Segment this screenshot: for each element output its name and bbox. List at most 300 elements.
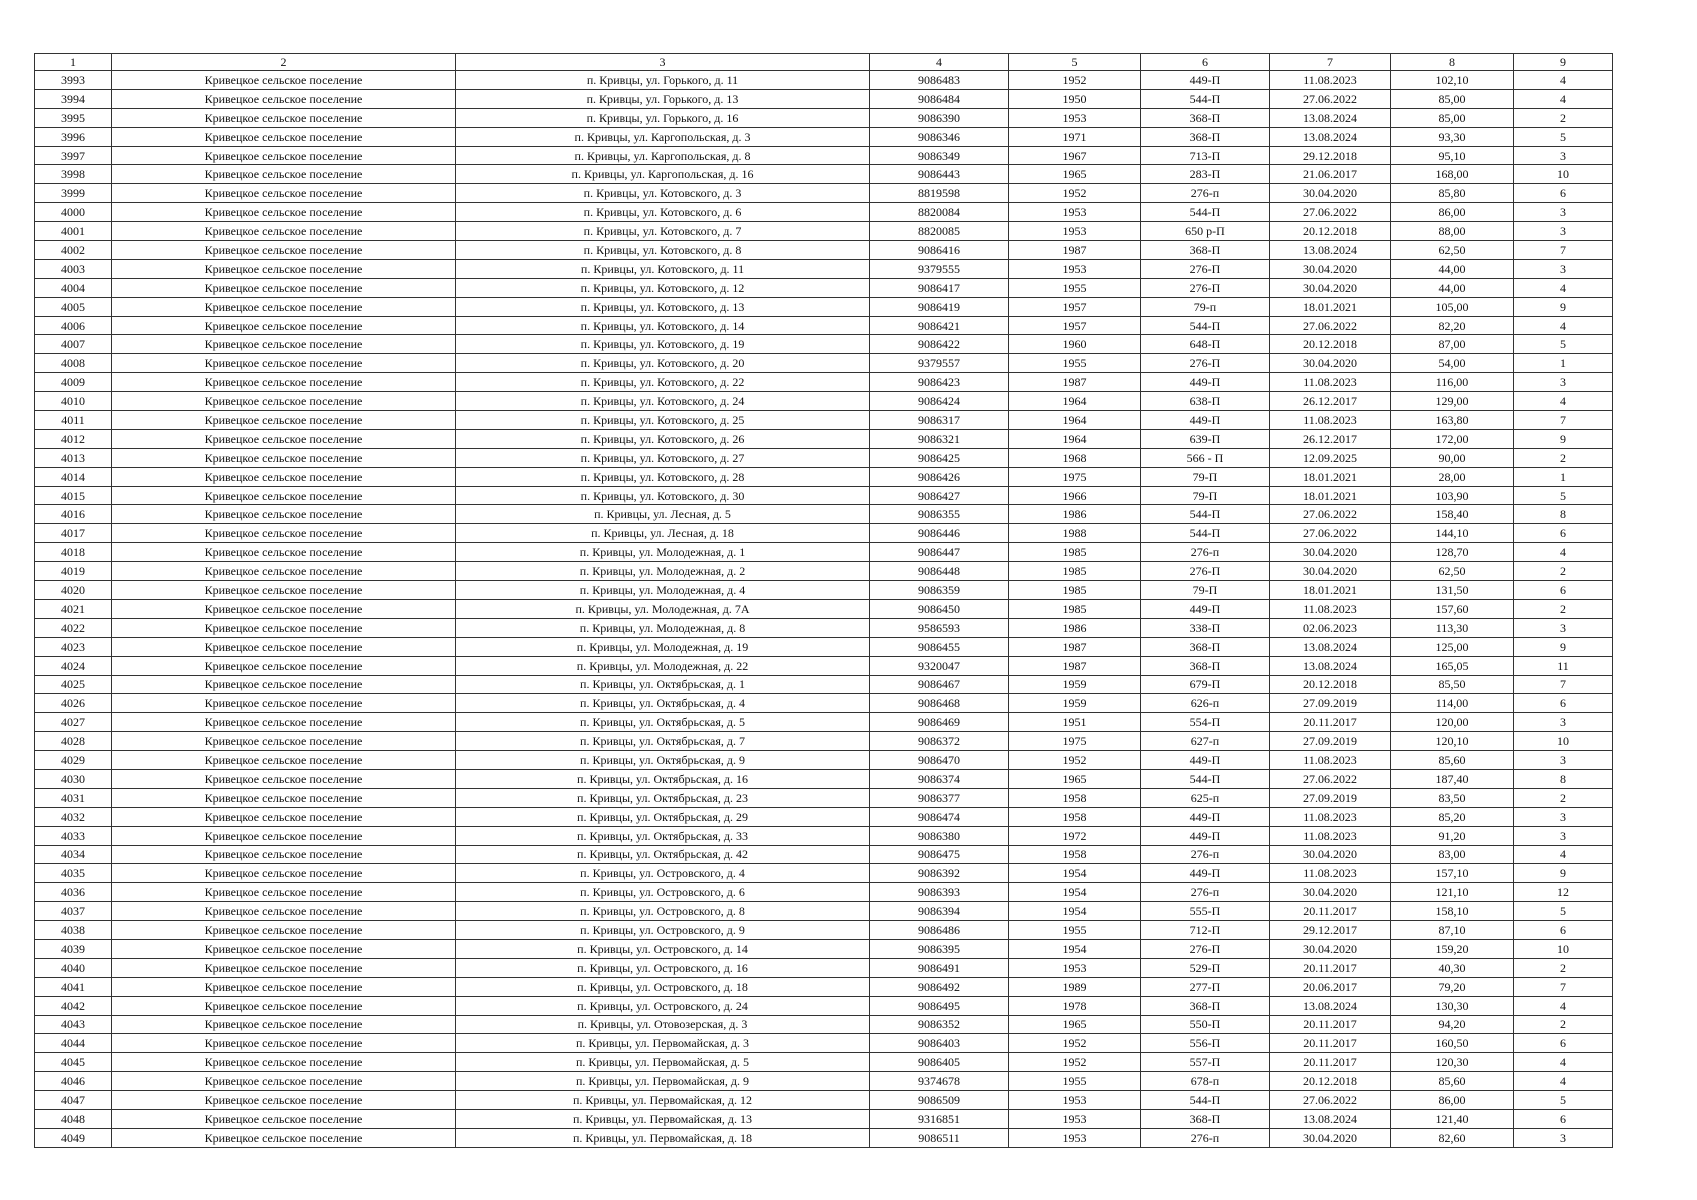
address-cell: п. Кривцы, ул. Молодежная, д. 8	[456, 618, 870, 637]
cadastral-id-cell: 9086346	[870, 127, 1009, 146]
decree-number-cell: 79-П	[1141, 467, 1270, 486]
row-number-cell: 3999	[35, 184, 112, 203]
table-row	[35, 732, 1613, 751]
row-number-cell: 4027	[35, 713, 112, 732]
settlement-cell: Кривецкое сельское поселение	[112, 599, 456, 618]
decree-number-cell: 544-П	[1141, 505, 1270, 524]
year-built-cell: 1953	[1009, 1109, 1141, 1128]
address-cell: п. Кривцы, ул. Октябрьская, д. 1	[456, 675, 870, 694]
decree-date-cell: 13.08.2024	[1270, 127, 1391, 146]
row-number-cell: 3997	[35, 146, 112, 165]
table-row	[35, 278, 1613, 297]
cadastral-id-cell: 8820085	[870, 222, 1009, 241]
year-built-cell: 1955	[1009, 278, 1141, 297]
address-cell: п. Кривцы, ул. Котовского, д. 19	[456, 335, 870, 354]
decree-date-cell: 18.01.2021	[1270, 581, 1391, 600]
cadastral-id-cell: 9086448	[870, 562, 1009, 581]
address-cell: п. Кривцы, ул. Октябрьская, д. 4	[456, 694, 870, 713]
cadastral-id-cell: 9086486	[870, 921, 1009, 940]
decree-number-cell: 276-П	[1141, 939, 1270, 958]
area-cell: 85,50	[1391, 675, 1514, 694]
count-cell: 4	[1514, 316, 1613, 335]
decree-number-cell: 713-П	[1141, 146, 1270, 165]
area-cell: 85,00	[1391, 108, 1514, 127]
row-number-cell: 4014	[35, 467, 112, 486]
area-cell: 87,00	[1391, 335, 1514, 354]
settlement-cell: Кривецкое сельское поселение	[112, 89, 456, 108]
settlement-cell: Кривецкое сельское поселение	[112, 845, 456, 864]
row-number-cell: 4042	[35, 996, 112, 1015]
year-built-cell: 1975	[1009, 467, 1141, 486]
decree-date-cell: 18.01.2021	[1270, 297, 1391, 316]
decree-date-cell: 30.04.2020	[1270, 939, 1391, 958]
decree-date-cell: 11.08.2023	[1270, 71, 1391, 90]
cadastral-id-cell: 9086419	[870, 297, 1009, 316]
area-cell: 163,80	[1391, 411, 1514, 430]
cadastral-id-cell: 9086447	[870, 543, 1009, 562]
cadastral-id-cell: 9316851	[870, 1109, 1009, 1128]
settlement-cell: Кривецкое сельское поселение	[112, 939, 456, 958]
area-cell: 157,10	[1391, 864, 1514, 883]
settlement-cell: Кривецкое сельское поселение	[112, 864, 456, 883]
decree-number-cell: 449-П	[1141, 751, 1270, 770]
decree-date-cell: 30.04.2020	[1270, 354, 1391, 373]
decree-number-cell: 544-П	[1141, 89, 1270, 108]
row-number-cell: 4008	[35, 354, 112, 373]
address-cell: п. Кривцы, ул. Островского, д. 8	[456, 902, 870, 921]
decree-number-cell: 449-П	[1141, 807, 1270, 826]
decree-number-cell: 626-п	[1141, 694, 1270, 713]
area-cell: 158,40	[1391, 505, 1514, 524]
count-cell: 7	[1514, 675, 1613, 694]
address-cell: п. Кривцы, ул. Молодежная, д. 19	[456, 637, 870, 656]
table-row	[35, 713, 1613, 732]
row-number-cell: 4013	[35, 448, 112, 467]
year-built-cell: 1953	[1009, 1091, 1141, 1110]
row-number-cell: 4037	[35, 902, 112, 921]
address-cell: п. Кривцы, ул. Котовского, д. 8	[456, 241, 870, 260]
count-cell: 1	[1514, 354, 1613, 373]
settlement-cell: Кривецкое сельское поселение	[112, 732, 456, 751]
address-cell: п. Кривцы, ул. Октябрьская, д. 23	[456, 788, 870, 807]
settlement-cell: Кривецкое сельское поселение	[112, 618, 456, 637]
table-row	[35, 259, 1613, 278]
year-built-cell: 1985	[1009, 599, 1141, 618]
area-cell: 121,10	[1391, 883, 1514, 902]
year-built-cell: 1958	[1009, 788, 1141, 807]
count-cell: 4	[1514, 543, 1613, 562]
row-number-cell: 4010	[35, 392, 112, 411]
year-built-cell: 1957	[1009, 316, 1141, 335]
row-number-cell: 4047	[35, 1091, 112, 1110]
year-built-cell: 1950	[1009, 89, 1141, 108]
decree-number-cell: 712-П	[1141, 921, 1270, 940]
cadastral-id-cell: 8819598	[870, 184, 1009, 203]
year-built-cell: 1960	[1009, 335, 1141, 354]
decree-date-cell: 11.08.2023	[1270, 599, 1391, 618]
area-cell: 93,30	[1391, 127, 1514, 146]
year-built-cell: 1964	[1009, 392, 1141, 411]
cadastral-id-cell: 9086403	[870, 1034, 1009, 1053]
count-cell: 4	[1514, 89, 1613, 108]
count-cell: 4	[1514, 1053, 1613, 1072]
decree-number-cell: 276-п	[1141, 845, 1270, 864]
decree-number-cell: 368-П	[1141, 637, 1270, 656]
area-cell: 131,50	[1391, 581, 1514, 600]
cadastral-id-cell: 9086469	[870, 713, 1009, 732]
settlement-cell: Кривецкое сельское поселение	[112, 259, 456, 278]
decree-date-cell: 18.01.2021	[1270, 467, 1391, 486]
count-cell: 3	[1514, 807, 1613, 826]
decree-number-cell: 79-П	[1141, 581, 1270, 600]
cadastral-id-cell: 8820084	[870, 203, 1009, 222]
decree-date-cell: 30.04.2020	[1270, 543, 1391, 562]
cadastral-id-cell: 9086390	[870, 108, 1009, 127]
settlement-cell: Кривецкое сельское поселение	[112, 977, 456, 996]
decree-number-cell: 79-п	[1141, 297, 1270, 316]
address-cell: п. Кривцы, ул. Островского, д. 14	[456, 939, 870, 958]
address-cell: п. Кривцы, ул. Лесная, д. 18	[456, 524, 870, 543]
decree-number-cell: 368-П	[1141, 656, 1270, 675]
table-row	[35, 335, 1613, 354]
address-cell: п. Кривцы, ул. Молодежная, д. 2	[456, 562, 870, 581]
decree-date-cell: 27.06.2022	[1270, 89, 1391, 108]
row-number-cell: 4034	[35, 845, 112, 864]
year-built-cell: 1955	[1009, 1072, 1141, 1091]
area-cell: 85,60	[1391, 1072, 1514, 1091]
row-number-cell: 4025	[35, 675, 112, 694]
decree-number-cell: 276-п	[1141, 184, 1270, 203]
settlement-cell: Кривецкое сельское поселение	[112, 562, 456, 581]
area-cell: 102,10	[1391, 71, 1514, 90]
table-row	[35, 599, 1613, 618]
count-cell: 7	[1514, 241, 1613, 260]
count-cell: 3	[1514, 618, 1613, 637]
column-header: 9	[1514, 54, 1613, 71]
table-row	[35, 1128, 1613, 1147]
decree-date-cell: 27.06.2022	[1270, 316, 1391, 335]
column-header: 2	[112, 54, 456, 71]
address-cell: п. Кривцы, ул. Котовского, д. 11	[456, 259, 870, 278]
count-cell: 6	[1514, 524, 1613, 543]
count-cell: 9	[1514, 429, 1613, 448]
address-cell: п. Кривцы, ул. Лесная, д. 5	[456, 505, 870, 524]
table-row	[35, 883, 1613, 902]
decree-number-cell: 554-П	[1141, 713, 1270, 732]
settlement-cell: Кривецкое сельское поселение	[112, 826, 456, 845]
decree-date-cell: 20.11.2017	[1270, 958, 1391, 977]
table-row	[35, 656, 1613, 675]
address-cell: п. Кривцы, ул. Октябрьская, д. 33	[456, 826, 870, 845]
year-built-cell: 1958	[1009, 807, 1141, 826]
table-row	[35, 1109, 1613, 1128]
count-cell: 4	[1514, 996, 1613, 1015]
area-cell: 172,00	[1391, 429, 1514, 448]
settlement-cell: Кривецкое сельское поселение	[112, 902, 456, 921]
cadastral-id-cell: 9086475	[870, 845, 1009, 864]
address-cell: п. Кривцы, ул. Горького, д. 13	[456, 89, 870, 108]
decree-date-cell: 20.11.2017	[1270, 1053, 1391, 1072]
decree-number-cell: 544-П	[1141, 769, 1270, 788]
count-cell: 2	[1514, 1015, 1613, 1034]
address-cell: п. Кривцы, ул. Первомайская, д. 3	[456, 1034, 870, 1053]
area-cell: 28,00	[1391, 467, 1514, 486]
address-cell: п. Кривцы, ул. Первомайская, д. 12	[456, 1091, 870, 1110]
decree-date-cell: 30.04.2020	[1270, 184, 1391, 203]
settlement-cell: Кривецкое сельское поселение	[112, 751, 456, 770]
table-row	[35, 902, 1613, 921]
settlement-cell: Кривецкое сельское поселение	[112, 713, 456, 732]
cadastral-id-cell: 9086405	[870, 1053, 1009, 1072]
address-cell: п. Кривцы, ул. Котовского, д. 20	[456, 354, 870, 373]
decree-number-cell: 277-П	[1141, 977, 1270, 996]
address-cell: п. Кривцы, ул. Котовского, д. 3	[456, 184, 870, 203]
cadastral-id-cell: 9086511	[870, 1128, 1009, 1147]
row-number-cell: 4000	[35, 203, 112, 222]
table-row	[35, 486, 1613, 505]
cadastral-id-cell: 9086380	[870, 826, 1009, 845]
table-row	[35, 864, 1613, 883]
count-cell: 10	[1514, 165, 1613, 184]
table-row	[35, 127, 1613, 146]
address-cell: п. Кривцы, ул. Котовского, д. 24	[456, 392, 870, 411]
address-cell: п. Кривцы, ул. Котовского, д. 28	[456, 467, 870, 486]
area-cell: 144,10	[1391, 524, 1514, 543]
address-cell: п. Кривцы, ул. Котовского, д. 13	[456, 297, 870, 316]
settlement-cell: Кривецкое сельское поселение	[112, 524, 456, 543]
address-cell: п. Кривцы, ул. Октябрьская, д. 7	[456, 732, 870, 751]
table-row	[35, 977, 1613, 996]
year-built-cell: 1971	[1009, 127, 1141, 146]
count-cell: 6	[1514, 184, 1613, 203]
decree-date-cell: 13.08.2024	[1270, 637, 1391, 656]
row-number-cell: 4032	[35, 807, 112, 826]
settlement-cell: Кривецкое сельское поселение	[112, 373, 456, 392]
count-cell: 1	[1514, 467, 1613, 486]
year-built-cell: 1985	[1009, 543, 1141, 562]
row-number-cell: 4045	[35, 1053, 112, 1072]
table-row	[35, 826, 1613, 845]
table-row	[35, 1015, 1613, 1034]
cadastral-id-cell: 9379555	[870, 259, 1009, 278]
column-header: 4	[870, 54, 1009, 71]
cadastral-id-cell: 9379557	[870, 354, 1009, 373]
decree-date-cell: 30.04.2020	[1270, 259, 1391, 278]
row-number-cell: 4035	[35, 864, 112, 883]
row-number-cell: 4041	[35, 977, 112, 996]
decree-date-cell: 20.12.2018	[1270, 222, 1391, 241]
table-row	[35, 543, 1613, 562]
cadastral-id-cell: 9086349	[870, 146, 1009, 165]
year-built-cell: 1954	[1009, 939, 1141, 958]
count-cell: 5	[1514, 902, 1613, 921]
table-row	[35, 958, 1613, 977]
count-cell: 2	[1514, 958, 1613, 977]
area-cell: 120,10	[1391, 732, 1514, 751]
year-built-cell: 1957	[1009, 297, 1141, 316]
row-number-cell: 4033	[35, 826, 112, 845]
count-cell: 9	[1514, 637, 1613, 656]
row-number-cell: 4020	[35, 581, 112, 600]
table-row	[35, 637, 1613, 656]
decree-number-cell: 627-п	[1141, 732, 1270, 751]
settlement-cell: Кривецкое сельское поселение	[112, 165, 456, 184]
area-cell: 83,00	[1391, 845, 1514, 864]
table-row	[35, 165, 1613, 184]
decree-date-cell: 26.12.2017	[1270, 392, 1391, 411]
area-cell: 187,40	[1391, 769, 1514, 788]
address-cell: п. Кривцы, ул. Островского, д. 6	[456, 883, 870, 902]
table-row	[35, 788, 1613, 807]
area-cell: 44,00	[1391, 259, 1514, 278]
settlement-cell: Кривецкое сельское поселение	[112, 656, 456, 675]
cadastral-id-cell: 9086374	[870, 769, 1009, 788]
decree-number-cell: 368-П	[1141, 1109, 1270, 1128]
row-number-cell: 4022	[35, 618, 112, 637]
count-cell: 9	[1514, 864, 1613, 883]
year-built-cell: 1952	[1009, 71, 1141, 90]
settlement-cell: Кривецкое сельское поселение	[112, 505, 456, 524]
row-number-cell: 4016	[35, 505, 112, 524]
settlement-cell: Кривецкое сельское поселение	[112, 335, 456, 354]
count-cell: 8	[1514, 769, 1613, 788]
address-cell: п. Кривцы, ул. Молодежная, д. 7А	[456, 599, 870, 618]
cadastral-id-cell: 9086467	[870, 675, 1009, 694]
row-number-cell: 4028	[35, 732, 112, 751]
decree-date-cell: 27.06.2022	[1270, 769, 1391, 788]
address-cell: п. Кривцы, ул. Отовозерская, д. 3	[456, 1015, 870, 1034]
area-cell: 120,30	[1391, 1053, 1514, 1072]
decree-date-cell: 26.12.2017	[1270, 429, 1391, 448]
cadastral-id-cell: 9086446	[870, 524, 1009, 543]
table-row	[35, 921, 1613, 940]
cadastral-id-cell: 9086425	[870, 448, 1009, 467]
table-row	[35, 505, 1613, 524]
year-built-cell: 1986	[1009, 618, 1141, 637]
decree-date-cell: 20.12.2018	[1270, 675, 1391, 694]
cadastral-id-cell: 9086455	[870, 637, 1009, 656]
count-cell: 2	[1514, 788, 1613, 807]
row-number-cell: 3993	[35, 71, 112, 90]
table-row	[35, 71, 1613, 90]
row-number-cell: 4049	[35, 1128, 112, 1147]
table-row	[35, 316, 1613, 335]
year-built-cell: 1965	[1009, 1015, 1141, 1034]
settlement-cell: Кривецкое сельское поселение	[112, 486, 456, 505]
cadastral-id-cell: 9086352	[870, 1015, 1009, 1034]
area-cell: 83,50	[1391, 788, 1514, 807]
area-cell: 95,10	[1391, 146, 1514, 165]
decree-number-cell: 276-П	[1141, 562, 1270, 581]
count-cell: 2	[1514, 108, 1613, 127]
settlement-cell: Кривецкое сельское поселение	[112, 883, 456, 902]
area-cell: 40,30	[1391, 958, 1514, 977]
area-cell: 88,00	[1391, 222, 1514, 241]
decree-number-cell: 338-П	[1141, 618, 1270, 637]
year-built-cell: 1952	[1009, 751, 1141, 770]
decree-date-cell: 11.08.2023	[1270, 411, 1391, 430]
address-cell: п. Кривцы, ул. Октябрьская, д. 42	[456, 845, 870, 864]
column-header: 8	[1391, 54, 1514, 71]
table-row	[35, 675, 1613, 694]
decree-number-cell: 550-П	[1141, 1015, 1270, 1034]
area-cell: 157,60	[1391, 599, 1514, 618]
cadastral-id-cell: 9086424	[870, 392, 1009, 411]
address-cell: п. Кривцы, ул. Котовского, д. 7	[456, 222, 870, 241]
year-built-cell: 1964	[1009, 429, 1141, 448]
housing-registry-table	[34, 53, 1613, 1148]
table-row	[35, 184, 1613, 203]
decree-date-cell: 20.06.2017	[1270, 977, 1391, 996]
cadastral-id-cell: 9586593	[870, 618, 1009, 637]
table-row	[35, 354, 1613, 373]
settlement-cell: Кривецкое сельское поселение	[112, 203, 456, 222]
decree-date-cell: 11.08.2023	[1270, 864, 1391, 883]
cadastral-id-cell: 9086377	[870, 788, 1009, 807]
decree-date-cell: 02.06.2023	[1270, 618, 1391, 637]
year-built-cell: 1958	[1009, 845, 1141, 864]
count-cell: 5	[1514, 127, 1613, 146]
settlement-cell: Кривецкое сельское поселение	[112, 543, 456, 562]
year-built-cell: 1964	[1009, 411, 1141, 430]
area-cell: 94,20	[1391, 1015, 1514, 1034]
column-header: 5	[1009, 54, 1141, 71]
count-cell: 3	[1514, 146, 1613, 165]
settlement-cell: Кривецкое сельское поселение	[112, 1053, 456, 1072]
decree-date-cell: 11.08.2023	[1270, 826, 1391, 845]
table-row	[35, 996, 1613, 1015]
count-cell: 8	[1514, 505, 1613, 524]
row-number-cell: 4031	[35, 788, 112, 807]
decree-number-cell: 678-п	[1141, 1072, 1270, 1091]
decree-number-cell: 276-П	[1141, 354, 1270, 373]
count-cell: 6	[1514, 581, 1613, 600]
row-number-cell: 4015	[35, 486, 112, 505]
table-row	[35, 373, 1613, 392]
area-cell: 165,05	[1391, 656, 1514, 675]
table-row	[35, 751, 1613, 770]
decree-date-cell: 29.12.2018	[1270, 146, 1391, 165]
table-row	[35, 769, 1613, 788]
area-cell: 85,00	[1391, 89, 1514, 108]
year-built-cell: 1987	[1009, 656, 1141, 675]
row-number-cell: 3996	[35, 127, 112, 146]
table-body	[35, 71, 1613, 1148]
cadastral-id-cell: 9086427	[870, 486, 1009, 505]
decree-number-cell: 449-П	[1141, 373, 1270, 392]
decree-number-cell: 368-П	[1141, 241, 1270, 260]
year-built-cell: 1987	[1009, 241, 1141, 260]
address-cell: п. Кривцы, ул. Островского, д. 4	[456, 864, 870, 883]
count-cell: 3	[1514, 1128, 1613, 1147]
area-cell: 85,20	[1391, 807, 1514, 826]
row-number-cell: 3994	[35, 89, 112, 108]
count-cell: 6	[1514, 1109, 1613, 1128]
settlement-cell: Кривецкое сельское поселение	[112, 581, 456, 600]
year-built-cell: 1954	[1009, 864, 1141, 883]
decree-date-cell: 13.08.2024	[1270, 1109, 1391, 1128]
cadastral-id-cell: 9086470	[870, 751, 1009, 770]
address-cell: п. Кривцы, ул. Первомайская, д. 9	[456, 1072, 870, 1091]
cadastral-id-cell: 9086392	[870, 864, 1009, 883]
column-header: 1	[35, 54, 112, 71]
address-cell: п. Кривцы, ул. Первомайская, д. 5	[456, 1053, 870, 1072]
cadastral-id-cell: 9086372	[870, 732, 1009, 751]
address-cell: п. Кривцы, ул. Октябрьская, д. 9	[456, 751, 870, 770]
row-number-cell: 4018	[35, 543, 112, 562]
settlement-cell: Кривецкое сельское поселение	[112, 958, 456, 977]
decree-number-cell: 368-П	[1141, 996, 1270, 1015]
